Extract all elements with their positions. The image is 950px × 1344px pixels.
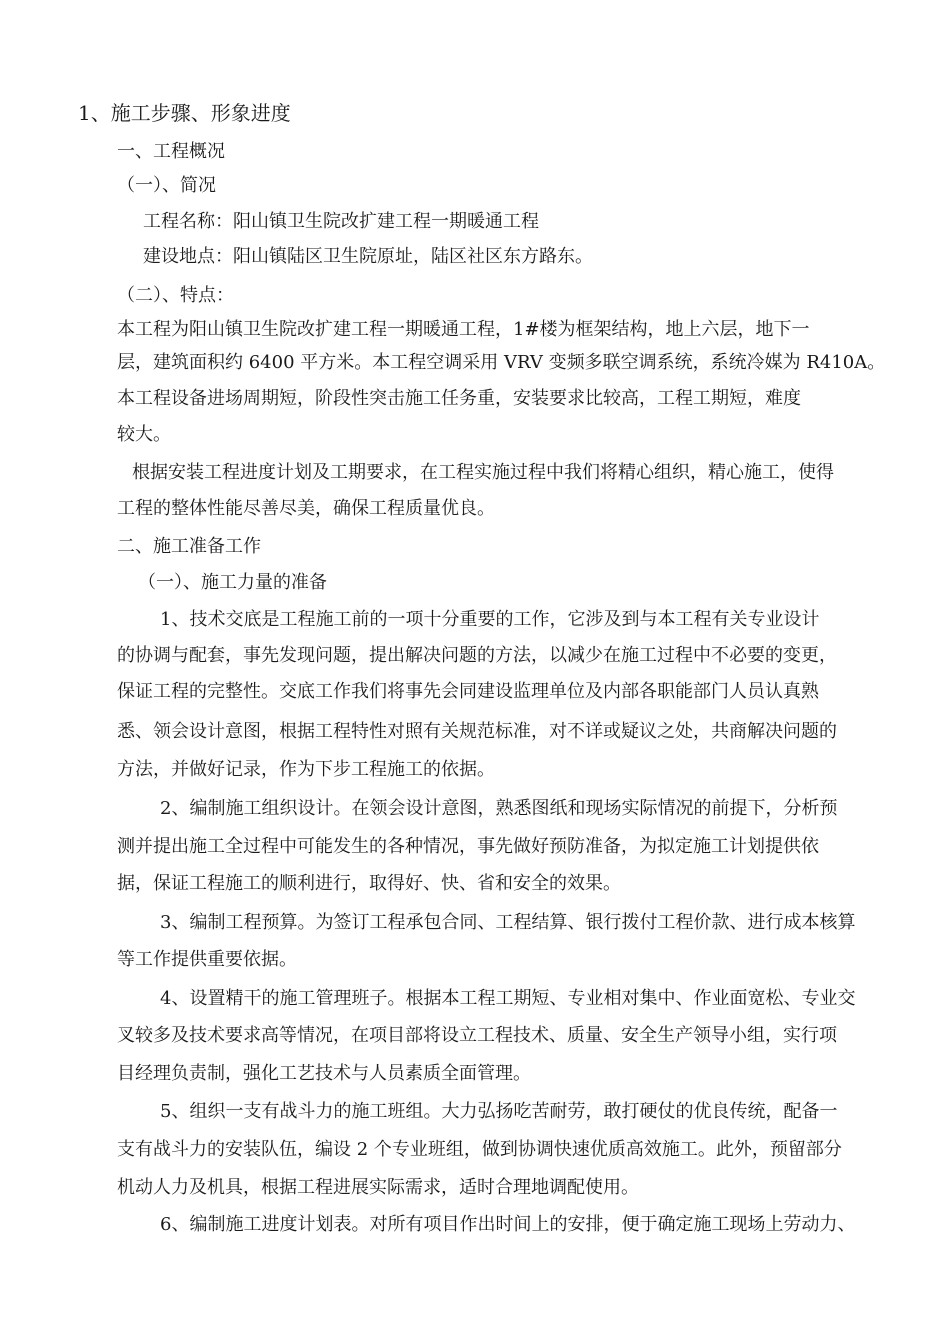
item1-line: 保证工程的完整性。交底工作我们将事先会同建设监理单位及内部各职能部门人员认真熟 xyxy=(117,681,819,702)
overview-heading: 一、工程概况 xyxy=(117,141,225,162)
item3-line: 3、编制工程预算。为签订工程承包合同、工程结算、银行拨付工程价款、进行成本核算 xyxy=(160,912,856,933)
summary-line: 工程的整体性能尽善尽美，确保工程质量优良。 xyxy=(117,498,495,519)
brief-heading: （一）、简况 xyxy=(117,175,216,196)
features-line: 层，建筑面积约 6400 平方米。本工程空调采用 VRV 变频多联空调系统，系统冷媒为 R410A。 xyxy=(117,352,886,373)
item6-line: 6、编制施工进度计划表。对所有项目作出时间上的安排，便于确定施工现场上劳动力、 xyxy=(160,1214,856,1235)
item1-line: 1、技术交底是工程施工前的一项十分重要的工作，它涉及到与本工程有关专业设计 xyxy=(160,609,820,630)
features-line: 本工程设备进场周期短，阶段性突击施工任务重，安装要求比较高，工程工期短，难度 xyxy=(117,388,801,409)
project-name: 工程名称：阳山镇卫生院改扩建工程一期暖通工程 xyxy=(143,211,539,232)
features-heading: （二）、特点： xyxy=(117,285,234,306)
item2-line: 2、编制施工组织设计。在领会设计意图，熟悉图纸和现场实际情况的前提下，分析预 xyxy=(160,798,838,819)
item5-line: 支有战斗力的安装队伍，编设 2 个专业班组，做到协调快速优质高效施工。此外，预留部分 xyxy=(117,1139,842,1160)
item3-line: 等工作提供重要依据。 xyxy=(117,949,297,970)
item5-line: 5、组织一支有战斗力的施工班组。大力弘扬吃苦耐劳，敢打硬仗的优良传统，配备一 xyxy=(160,1101,838,1122)
item4-line: 4、设置精干的施工管理班子。根据本工程工期短、专业相对集中、作业面宽松、专业交 xyxy=(160,988,856,1009)
item2-line: 据，保证工程施工的顺利进行，取得好、快、省和安全的效果。 xyxy=(117,873,621,894)
preparation-subheading: （一）、施工力量的准备 xyxy=(138,572,327,593)
features-line: 较大。 xyxy=(117,424,171,445)
features-line: 本工程为阳山镇卫生院改扩建工程一期暖通工程，1#楼为框架结构，地上六层，地下一 xyxy=(117,319,810,340)
section-title: 1、施工步骤、形象进度 xyxy=(78,101,291,125)
item5-line: 机动人力及机具，根据工程进展实际需求，适时合理地调配使用。 xyxy=(117,1177,639,1198)
item1-line: 方法，并做好记录，作为下步工程施工的依据。 xyxy=(117,759,495,780)
project-location: 建设地点：阳山镇陆区卫生院原址，陆区社区东方路东。 xyxy=(143,246,593,267)
item2-line: 测并提出施工全过程中可能发生的各种情况，事先做好预防准备，为拟定施工计划提供依 xyxy=(117,836,819,857)
item4-line: 叉较多及技术要求高等情况，在项目部将设立工程技术、质量、安全生产领导小组，实行项 xyxy=(117,1025,837,1046)
item1-line: 悉、领会设计意图，根据工程特性对照有关规范标准，对不详或疑议之处，共商解决问题的 xyxy=(117,721,837,742)
summary-line: 根据安装工程进度计划及工期要求，在工程实施过程中我们将精心组织，精心施工，使得 xyxy=(132,462,834,483)
item1-line: 的协调与配套，事先发现问题，提出解决问题的方法，以减少在施工过程中不必要的变更， xyxy=(117,645,837,666)
item4-line: 目经理负责制，强化工艺技术与人员素质全面管理。 xyxy=(117,1063,531,1084)
preparation-heading: 二、施工准备工作 xyxy=(117,536,261,557)
